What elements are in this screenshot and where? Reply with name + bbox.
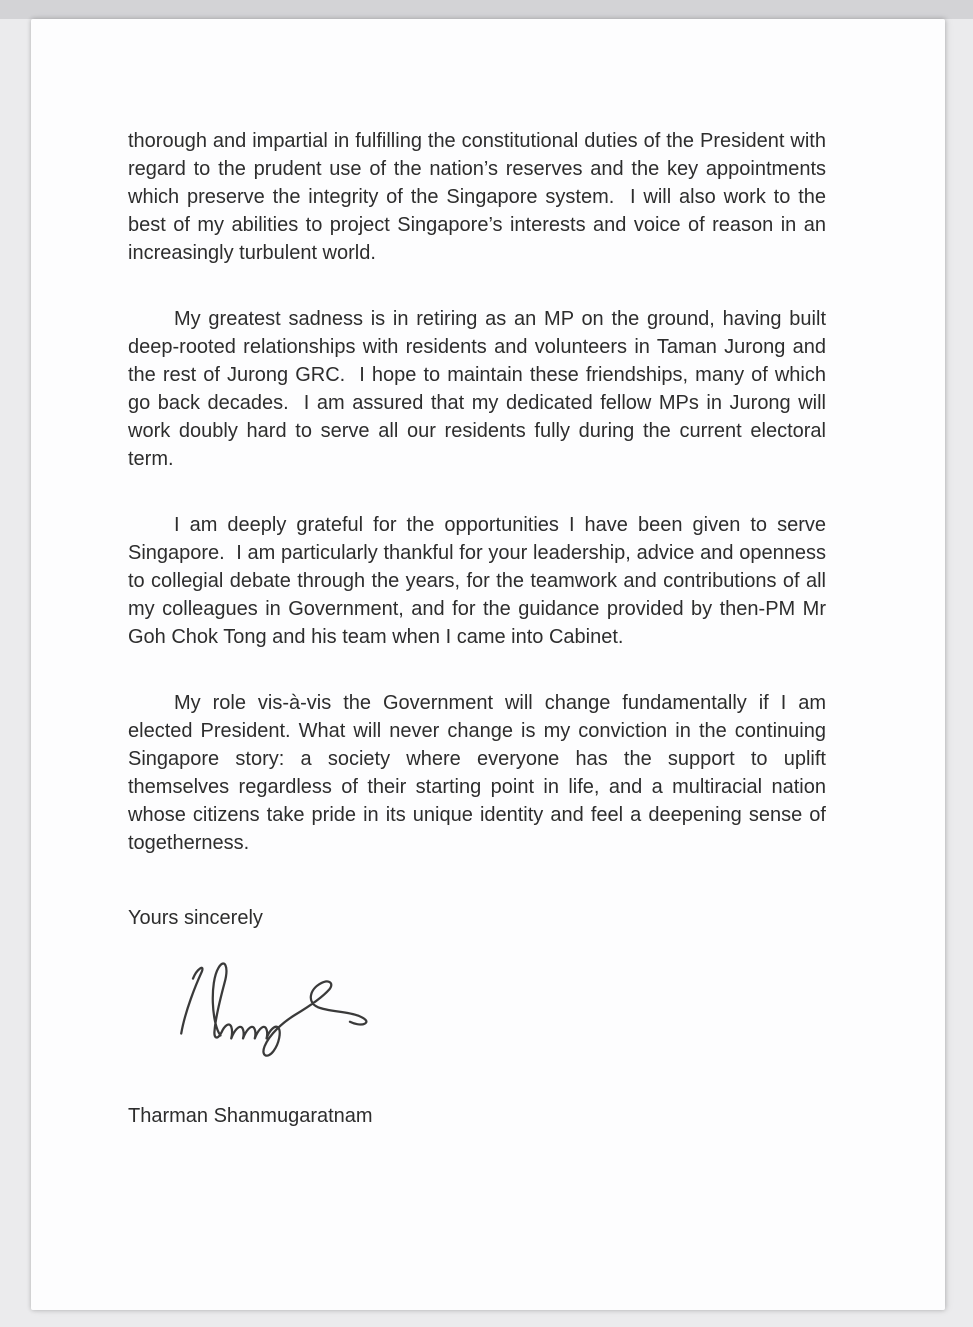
signature-block (166, 957, 826, 1060)
handwritten-signature-icon (166, 957, 373, 1060)
closing-salutation: Yours sincerely (128, 907, 263, 929)
letter-page (31, 19, 945, 1310)
signer-name: Tharman Shanmugaratnam (128, 1105, 373, 1127)
letter-paragraph: My greatest sadness is in retiring as an MP on the ground, having built deep-rooted relationships with residents and volunteers in Taman Jurong and the rest of Jurong GRC. I hope to maintain these friendships, many of which go back decades. I am assured that my dedicated fellow MPs in Jurong will work doubly hard to serve all our residents fully during the current electoral term. (128, 308, 832, 470)
letter-paragraph: I am deeply grateful for the opportunities I have been given to serve Singapore. I am particularly thankful for your leadership, advice and openness to collegial debate through the years, for the teamwork and contributions of all my colleagues in Government, and for the guidance provided by then-PM Mr Goh Chok Tong and his team when I came into Cabinet. (128, 514, 832, 648)
letter-body (128, 127, 832, 1130)
letter-paragraph: My role vis-à-vis the Government will change fundamentally if I am elected President. What will never change is my conviction in the continuing Singapore story: a society where everyone has the support to uplift themselves regardless of their starting point in life, and a multiracial nation whose citizens take pride in its unique identity and feel a deepening sense of togetherness. (128, 692, 832, 854)
letter-paragraph: thorough and impartial in fulfilling the constitutional duties of the President with regard to the prudent use of the nation’s reserves and the key appointments which preserve the integrity of the Singapore system. I will also work to the best of my abilities to project Singapore’s interests and voice of reason in an increasingly turbulent world. (128, 130, 832, 264)
signature-stroke (181, 968, 202, 1034)
signature-stroke (213, 964, 367, 1056)
